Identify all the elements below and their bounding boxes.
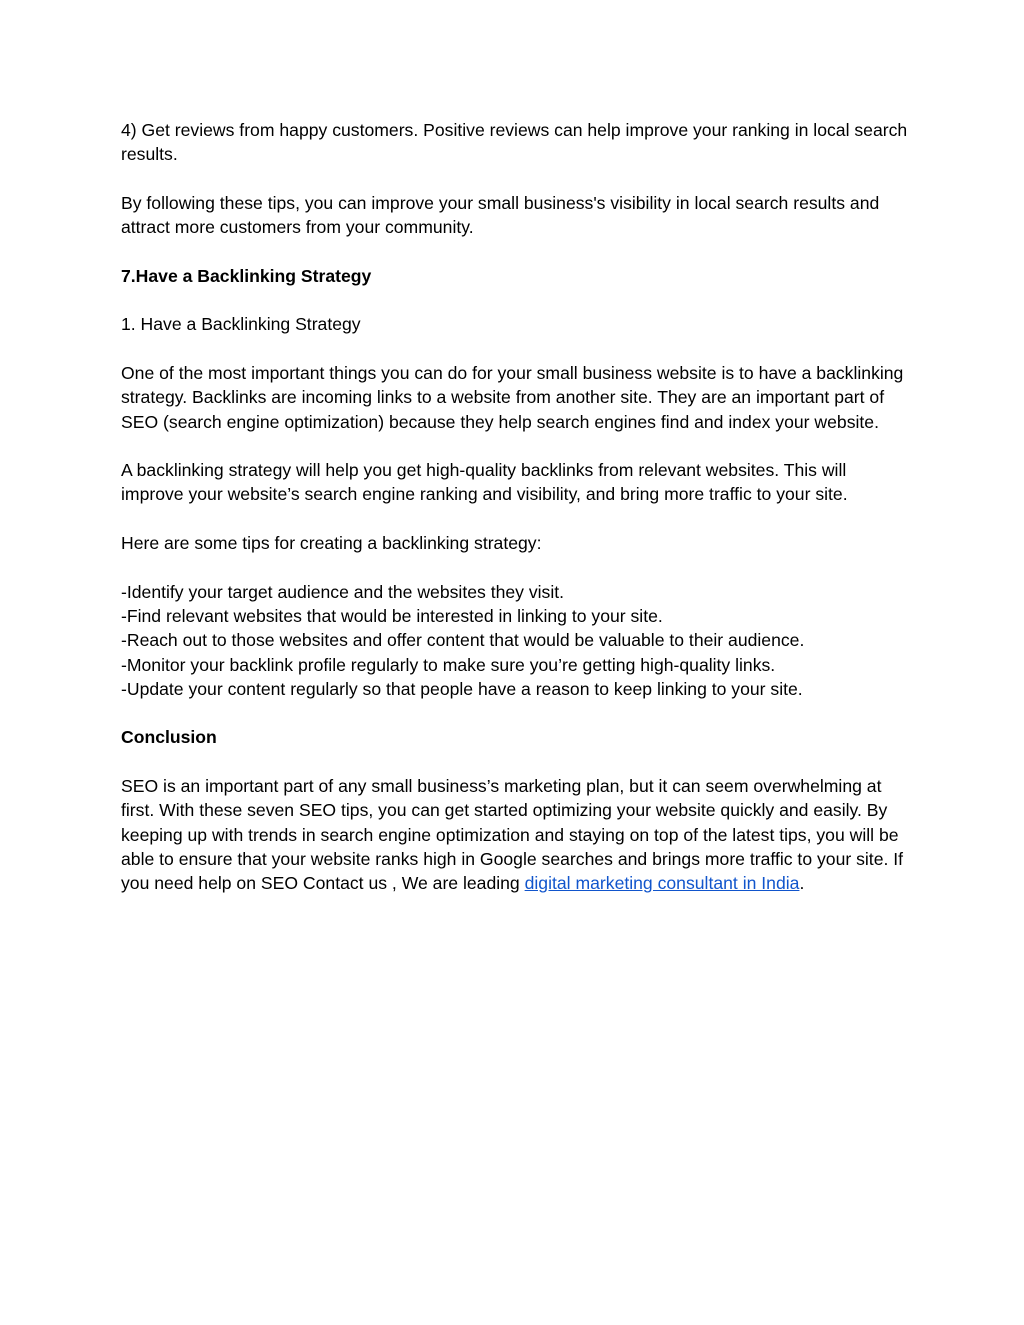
heading-backlinking-strategy: 7.Have a Backlinking Strategy — [121, 265, 372, 286]
heading-conclusion: Conclusion — [121, 727, 217, 748]
paragraph-backlinking-strategy: A backlinking strategy will help you get high-quality backlinks from relevant websites. This will improve your website’s search engine ranking and visibility, and bring more traffic to your site. — [121, 460, 848, 505]
tip-item: -Find relevant websites that would be interested in linking to your site. — [121, 605, 663, 626]
paragraph-reviews: 4) Get reviews from happy customers. Positive reviews can help improve your ranking in local search results. — [121, 120, 908, 165]
tip-item: -Reach out to those websites and offer content that would be valuable to their audience. — [121, 630, 805, 651]
paragraph-following-tips: By following these tips, you can improve your small business's visibility in local search results and attract more customers from your community. — [121, 192, 880, 238]
consultant-link[interactable]: digital marketing consultant in India — [524, 873, 800, 894]
document-body — [121, 118, 911, 920]
tip-item: -Update your content regularly so that people have a reason to keep linking to your site. — [121, 678, 803, 699]
conclusion-text: SEO is an important part of any small business’s marketing plan, but it can seem overwhelming at first. With these seven SEO tips, you can get started optimizing your website quickly and easily. By keeping up with trends in search engine optimization and staying on top of the latest tips, you will be able to ensure that your website ranks high in Google searches and brings more traffic to your site. If you need help on SEO Contact us , We are leading — [121, 776, 904, 894]
paragraph-tips-intro: Here are some tips for creating a backlinking strategy: — [121, 533, 542, 554]
conclusion-period: . — [799, 873, 805, 894]
subheading-backlinking-strategy: 1. Have a Backlinking Strategy — [121, 314, 361, 335]
paragraph-backlinking-intro: One of the most important things you can do for your small business website is to have a backlinking strategy. Backlinks are incoming links to a website from another site. They are an important part of SEO (search engine optimization) because they help search engines find and index your website. — [121, 362, 904, 432]
paragraph-conclusion — [121, 774, 911, 895]
tip-item: -Identify your target audience and the websites they visit. — [121, 581, 565, 602]
tip-item: -Monitor your backlink profile regularly to make sure you’re getting high-quality links. — [121, 654, 776, 675]
tips-list — [121, 580, 911, 701]
